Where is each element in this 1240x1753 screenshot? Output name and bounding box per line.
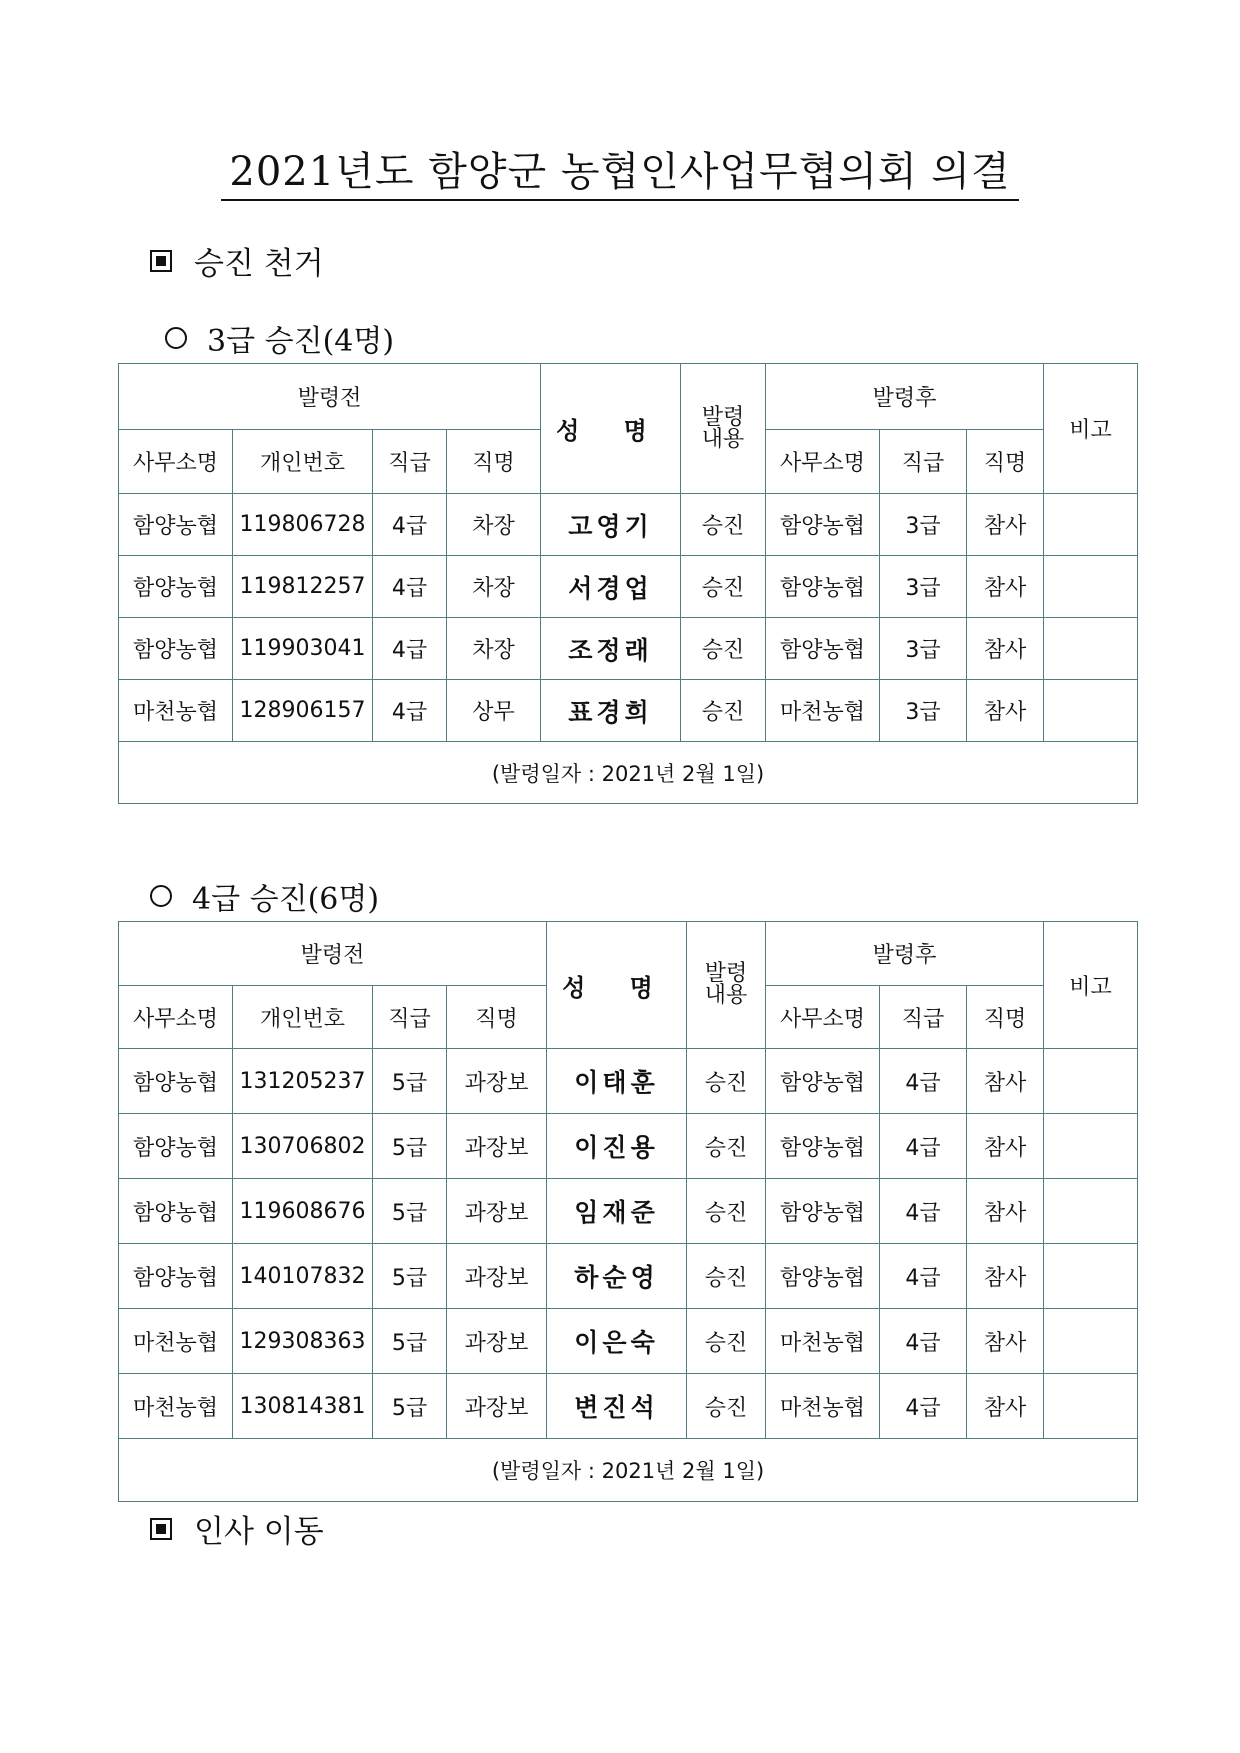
header-new-office: 사무소명 (766, 986, 880, 1049)
header-id: 개인번호 (233, 986, 373, 1049)
cell-name: 서경업 (541, 556, 681, 618)
cell-office: 함양농협 (119, 1179, 233, 1244)
cell-new-grade: 4급 (880, 1309, 967, 1374)
cell-new-position: 참사 (967, 1179, 1044, 1244)
header-new-position: 직명 (967, 430, 1044, 494)
cell-action: 승진 (687, 1374, 766, 1439)
cell-new-position: 참사 (967, 1309, 1044, 1374)
header-action: 발령 내용 (681, 364, 766, 494)
cell-position: 차장 (447, 618, 541, 680)
filled-square-icon (150, 1518, 172, 1540)
table-row (119, 1244, 1138, 1309)
cell-office: 함양농협 (119, 556, 233, 618)
promotion-table-grade4 (118, 921, 1138, 1502)
cell-action: 승진 (681, 680, 766, 742)
cell-id: 129308363 (233, 1309, 373, 1374)
cell-name: 이진용 (547, 1114, 687, 1179)
cell-new-office: 함양농협 (766, 1179, 880, 1244)
table-row (119, 556, 1138, 618)
cell-name: 표경희 (541, 680, 681, 742)
cell-new-grade: 4급 (880, 1049, 967, 1114)
subsection-label: 4급 승진(6명) (192, 882, 380, 917)
cell-office: 함양농협 (119, 1114, 233, 1179)
cell-id: 119608676 (233, 1179, 373, 1244)
promotion-table-grade3 (118, 363, 1138, 804)
cell-new-office: 함양농협 (766, 1049, 880, 1114)
cell-new-office: 마천농협 (766, 680, 880, 742)
circle-bullet-icon (165, 327, 187, 349)
cell-id: 130706802 (233, 1114, 373, 1179)
cell-new-grade: 3급 (880, 618, 967, 680)
cell-position: 차장 (447, 556, 541, 618)
cell-note (1044, 1374, 1138, 1439)
cell-grade: 4급 (373, 494, 447, 556)
cell-grade: 5급 (373, 1049, 447, 1114)
header-position: 직명 (447, 986, 547, 1049)
header-grade: 직급 (373, 430, 447, 494)
header-note: 비고 (1044, 922, 1138, 1049)
cell-position: 차장 (447, 494, 541, 556)
header-position: 직명 (447, 430, 541, 494)
cell-name: 고영기 (541, 494, 681, 556)
cell-grade: 5급 (373, 1309, 447, 1374)
cell-note (1044, 680, 1138, 742)
cell-action: 승진 (687, 1309, 766, 1374)
table-row (119, 1309, 1138, 1374)
cell-new-position: 참사 (967, 680, 1044, 742)
cell-position: 과장보 (447, 1244, 547, 1309)
cell-new-office: 함양농협 (766, 556, 880, 618)
table-row (119, 1179, 1138, 1244)
section-heading-transfer (150, 1506, 324, 1551)
section-heading-promotion (150, 238, 324, 283)
cell-note (1044, 556, 1138, 618)
table-row (119, 618, 1138, 680)
cell-new-grade: 3급 (880, 680, 967, 742)
cell-position: 과장보 (447, 1374, 547, 1439)
cell-note (1044, 618, 1138, 680)
cell-new-office: 마천농협 (766, 1309, 880, 1374)
cell-name: 임재준 (547, 1179, 687, 1244)
cell-new-grade: 4급 (880, 1179, 967, 1244)
cell-action: 승진 (687, 1244, 766, 1309)
header-after: 발령후 (766, 922, 1044, 986)
cell-office: 마천농협 (119, 680, 233, 742)
subsection-grade4 (150, 874, 379, 918)
circle-bullet-icon (150, 885, 172, 907)
header-note: 비고 (1044, 364, 1138, 494)
cell-position: 과장보 (447, 1049, 547, 1114)
header-id: 개인번호 (233, 430, 373, 494)
cell-new-grade: 4급 (880, 1374, 967, 1439)
header-before: 발령전 (119, 364, 541, 430)
cell-note (1044, 1179, 1138, 1244)
header-new-grade: 직급 (880, 986, 967, 1049)
cell-new-position: 참사 (967, 1049, 1044, 1114)
cell-id: 119812257 (233, 556, 373, 618)
cell-new-position: 참사 (967, 556, 1044, 618)
cell-new-position: 참사 (967, 1374, 1044, 1439)
cell-position: 상무 (447, 680, 541, 742)
cell-id: 130814381 (233, 1374, 373, 1439)
cell-new-position: 참사 (967, 618, 1044, 680)
cell-grade: 5급 (373, 1374, 447, 1439)
subsection-grade3 (165, 316, 394, 360)
header-office: 사무소명 (119, 986, 233, 1049)
cell-new-grade: 3급 (880, 494, 967, 556)
cell-action: 승진 (687, 1179, 766, 1244)
header-office: 사무소명 (119, 430, 233, 494)
filled-square-icon (150, 250, 172, 272)
section-heading-label: 인사 이동 (194, 1514, 324, 1550)
cell-id: 131205237 (233, 1049, 373, 1114)
table-row (119, 1114, 1138, 1179)
document-title: 2021년도 함양군 농협인사업무협의회 의결 (0, 140, 1240, 197)
header-after: 발령후 (766, 364, 1044, 430)
cell-new-office: 함양농협 (766, 1114, 880, 1179)
cell-name: 이은숙 (547, 1309, 687, 1374)
cell-action: 승진 (687, 1114, 766, 1179)
cell-grade: 5급 (373, 1179, 447, 1244)
header-name: 성 명 (541, 364, 681, 494)
table-footer-date: (발령일자 : 2021년 2월 1일) (119, 1439, 1138, 1502)
cell-name: 조정래 (541, 618, 681, 680)
header-new-position: 직명 (967, 986, 1044, 1049)
cell-grade: 4급 (373, 680, 447, 742)
header-grade: 직급 (373, 986, 447, 1049)
cell-position: 과장보 (447, 1114, 547, 1179)
header-before: 발령전 (119, 922, 547, 986)
cell-name: 변진석 (547, 1374, 687, 1439)
cell-name: 이태훈 (547, 1049, 687, 1114)
cell-id: 119806728 (233, 494, 373, 556)
cell-grade: 5급 (373, 1244, 447, 1309)
cell-action: 승진 (681, 556, 766, 618)
cell-grade: 5급 (373, 1114, 447, 1179)
cell-position: 과장보 (447, 1309, 547, 1374)
cell-new-office: 함양농협 (766, 1244, 880, 1309)
table-row (119, 680, 1138, 742)
cell-note (1044, 494, 1138, 556)
cell-new-grade: 3급 (880, 556, 967, 618)
cell-new-office: 마천농협 (766, 1374, 880, 1439)
cell-new-position: 참사 (967, 494, 1044, 556)
cell-id: 140107832 (233, 1244, 373, 1309)
cell-action: 승진 (681, 618, 766, 680)
cell-action: 승진 (687, 1049, 766, 1114)
subsection-label: 3급 승진(4명) (207, 324, 395, 359)
cell-note (1044, 1244, 1138, 1309)
cell-name: 하순영 (547, 1244, 687, 1309)
table-row (119, 1049, 1138, 1114)
cell-grade: 4급 (373, 618, 447, 680)
table-row (119, 494, 1138, 556)
header-new-grade: 직급 (880, 430, 967, 494)
header-action: 발령 내용 (687, 922, 766, 1049)
cell-position: 과장보 (447, 1179, 547, 1244)
table-footer-date: (발령일자 : 2021년 2월 1일) (119, 742, 1138, 804)
table-row (119, 1374, 1138, 1439)
cell-new-grade: 4급 (880, 1114, 967, 1179)
section-heading-label: 승진 천거 (194, 246, 324, 282)
cell-office: 마천농협 (119, 1374, 233, 1439)
cell-id: 119903041 (233, 618, 373, 680)
cell-note (1044, 1309, 1138, 1374)
cell-office: 함양농협 (119, 1244, 233, 1309)
cell-new-office: 함양농협 (766, 618, 880, 680)
header-name: 성 명 (547, 922, 687, 1049)
header-new-office: 사무소명 (766, 430, 880, 494)
cell-grade: 4급 (373, 556, 447, 618)
cell-office: 마천농협 (119, 1309, 233, 1374)
cell-id: 128906157 (233, 680, 373, 742)
cell-new-position: 참사 (967, 1114, 1044, 1179)
cell-office: 함양농협 (119, 618, 233, 680)
cell-note (1044, 1114, 1138, 1179)
cell-new-office: 함양농협 (766, 494, 880, 556)
cell-new-position: 참사 (967, 1244, 1044, 1309)
cell-note (1044, 1049, 1138, 1114)
cell-office: 함양농협 (119, 494, 233, 556)
cell-action: 승진 (681, 494, 766, 556)
cell-new-grade: 4급 (880, 1244, 967, 1309)
cell-office: 함양농협 (119, 1049, 233, 1114)
